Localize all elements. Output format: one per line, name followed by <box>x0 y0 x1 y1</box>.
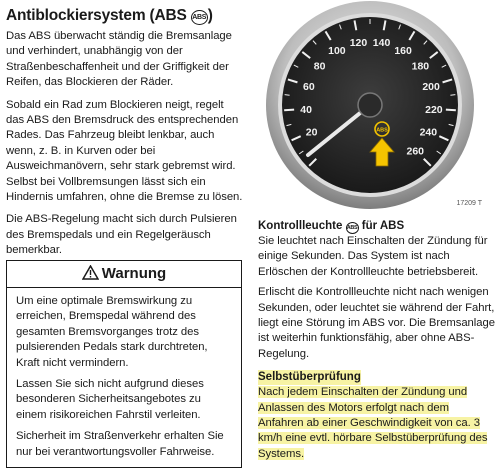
selftest-text: Nach jedem Einschalten der Zündung und Anlassen des Motors erfolgt nach dem Anfahren ab einer Geschwindigkeit von ca. 3 km/h eine evtl. hörbare Selbstüberprüfung des Systems. <box>258 386 488 460</box>
warning-body <box>7 288 241 460</box>
blocking-paragraph: Sobald ein Rad zum Blockieren neigt, regelt das ABS den Bremsdruck des entsprechenden Rades. Das Fahrzeug bleibt lenkbar, auch wenn, z. B. in Kurven oder bei Ausweichmanövern, sehr stark gebremst wird. Selbst bei Vollbremsungen lässt sich ein Hindernis umfahren, ohne die Bremse zu lösen. <box>6 98 243 204</box>
warning-paragraph: Um eine optimale Bremswirkung zu erreichen, Bremspedal während des gesamten Bremsvorganges trotz des pulsierenden Pedals stark durchtreten, Kraft nicht vermindern. <box>16 295 208 369</box>
gauge-tick-label: 120 <box>349 37 368 50</box>
control-light-paragraph: Sie leuchtet nach Einschalten der Zündung für einige Sekunden. Das System ist nach Erlöschen der Kontrollleuchte betriebsbereit. <box>258 235 488 278</box>
warning-box <box>6 260 242 468</box>
gauge-tick-label: 220 <box>425 103 443 116</box>
regulation-paragraph: Die ABS-Regelung macht sich durch Pulsieren des Bremspedals und ein Regelgeräusch bemerkbar. <box>6 213 237 257</box>
svg-text:ABS: ABS <box>376 127 388 134</box>
warning-paragraph: Lassen Sie sich nicht aufgrund dieses besonderen Sicherheitsangebotes zu einem risikoreichen Fahrstil verleiten. <box>16 378 204 421</box>
gauge-tick <box>285 95 290 96</box>
gauge-tick-label: 180 <box>411 60 430 73</box>
gauge-tick-label: 260 <box>406 145 425 158</box>
abs-warning-icon: ABS <box>191 10 208 25</box>
intro-paragraph: Das ABS überwacht ständig die Bremsanlage und verhindert, unabhängig von der Straßenbeschaffenheit und der Griffigkeit der Reifen, das Blockieren der Räder. <box>6 30 232 89</box>
selftest-highlight <box>258 370 361 385</box>
gauge-tick-label: 60 <box>303 80 315 93</box>
gauge-tick <box>446 110 456 111</box>
needle-hub <box>358 93 382 117</box>
control-light-heading-text: Kontrollleuchte <box>258 220 343 232</box>
warning-paragraph: Sicherheit im Straßenverkehr erhalten Sie nur bei verantwortungsvoller Fahrweise. <box>16 430 224 458</box>
warning-title <box>7 261 241 288</box>
gauge-tick <box>450 95 455 96</box>
control-light-heading <box>258 219 496 234</box>
speedometer-illustration <box>258 0 494 210</box>
gauge-tick <box>284 110 294 111</box>
warning-triangle-icon <box>82 265 99 280</box>
control-light-heading-suffix: für ABS <box>361 220 405 232</box>
gauge-tick-label: 40 <box>300 103 312 116</box>
gauge-tick-label: 100 <box>328 45 346 58</box>
gauge-tick-label: 20 <box>305 126 318 139</box>
gauge-tick-label: 160 <box>394 45 412 58</box>
selftest-heading: Selbstüberprüfung <box>258 371 361 384</box>
fault-paragraph: Erlischt die Kontrollleuchte nicht nach wenigen Sekunden, oder leuchtet sie während der Fahrt, liegt eine Störung im ABS vor. Die Bremsanlage ist weiterhin funktionsfähig, aber ohne ABS-Regelung. <box>258 286 495 360</box>
heading-close: ) <box>207 7 213 24</box>
gauge-tick-label: 240 <box>419 126 438 139</box>
heading-text: Antiblockiersystem (ABS <box>6 7 187 24</box>
abs-small-icon: ABS <box>346 222 359 234</box>
figure-number: 17209 T <box>456 200 482 207</box>
section-heading <box>6 6 244 26</box>
gauge-tick-label: 200 <box>422 80 440 93</box>
warning-title-text: Warnung <box>101 265 167 282</box>
speedometer-graphic <box>258 0 494 210</box>
gauge-tick-label: 80 <box>313 60 326 73</box>
gauge-tick-label: 140 <box>372 37 391 50</box>
right-column <box>258 219 496 462</box>
left-column <box>6 6 244 266</box>
selftest-paragraph <box>258 385 496 462</box>
